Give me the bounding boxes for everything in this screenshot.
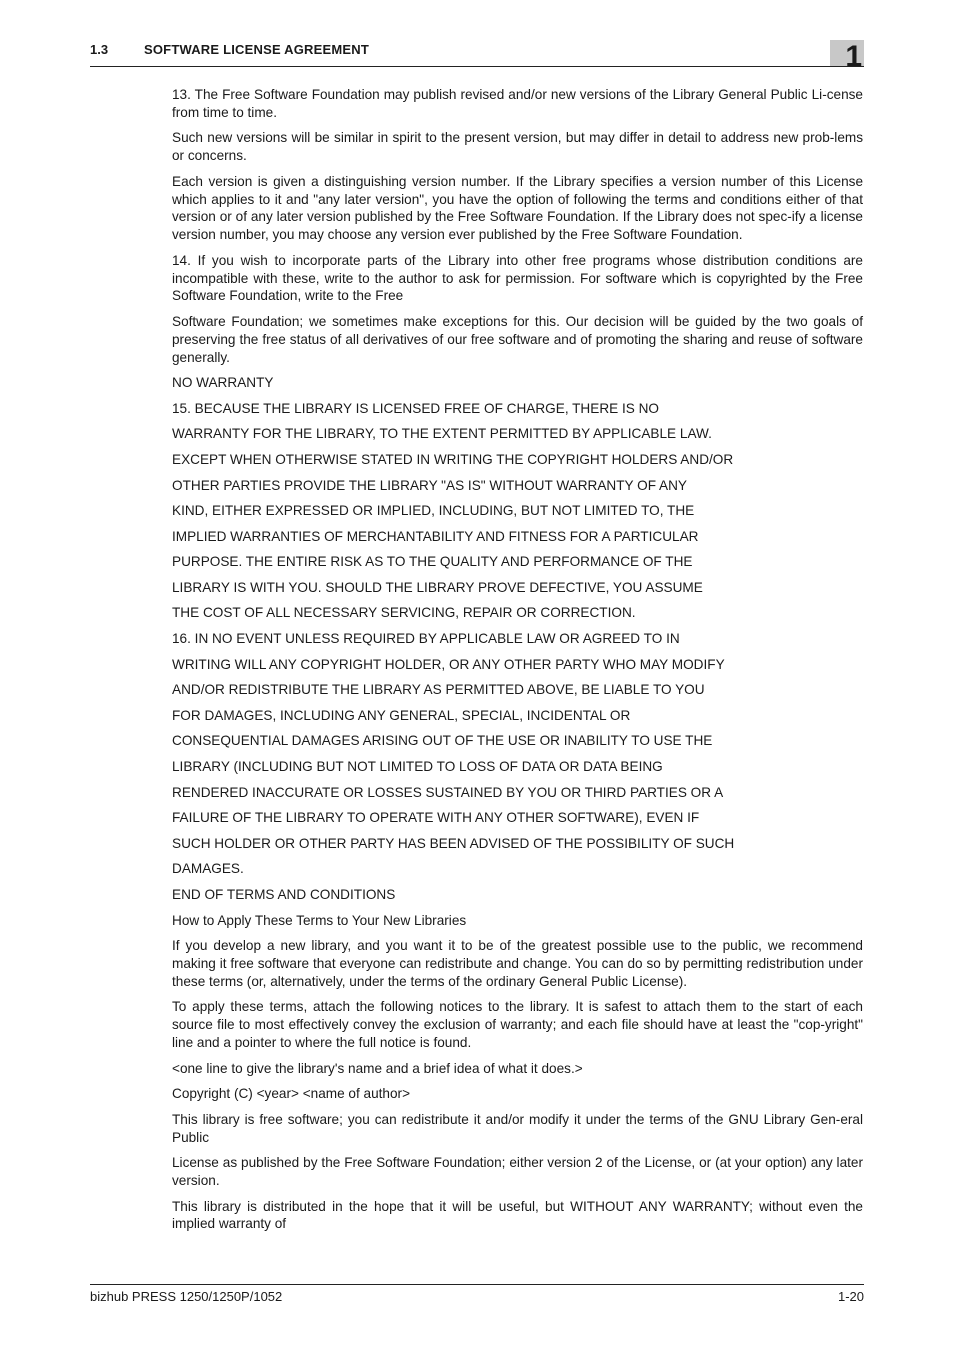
license-body (172, 86, 863, 1241)
paragraph: CONSEQUENTIAL DAMAGES ARISING OUT OF THE USE OR INABILITY TO USE THE (172, 733, 713, 749)
paragraph: RENDERED INACCURATE OR LOSSES SUSTAINED BY YOU OR THIRD PARTIES OR A (172, 784, 724, 800)
paragraph: END OF TERMS AND CONDITIONS (172, 887, 396, 903)
paragraph: This library is free software; you can redistribute it and/or modify it under the terms of the GNU Library Gen-eral Public (172, 1111, 863, 1145)
chapter-number-tab: 1 (830, 40, 864, 66)
paragraph: IMPLIED WARRANTIES OF MERCHANTABILITY AND FITNESS FOR A PARTICULAR (172, 528, 699, 544)
paragraph: 13. The Free Software Foundation may publish revised and/or new versions of the Library General Public Li-cense from time to time. (172, 87, 863, 120)
paragraph: 14. If you wish to incorporate parts of the Library into other free programs whose distribution conditions are incompatible with these, write to the author to ask for permission. For software which is copyrighted by the Free Software Foundation, write to the Free (172, 252, 863, 304)
paragraph: LIBRARY (INCLUDING BUT NOT LIMITED TO LOSS OF DATA OR DATA BEING (172, 759, 663, 775)
paragraph: SUCH HOLDER OR OTHER PARTY HAS BEEN ADVISED OF THE POSSIBILITY OF SUCH (172, 835, 735, 851)
paragraph: WRITING WILL ANY COPYRIGHT HOLDER, OR ANY OTHER PARTY WHO MAY MODIFY (172, 656, 725, 672)
paragraph: LIBRARY IS WITH YOU. SHOULD THE LIBRARY PROVE DEFECTIVE, YOU ASSUME (172, 579, 703, 595)
paragraph: DAMAGES. (172, 861, 244, 877)
section-title: SOFTWARE LICENSE AGREEMENT (144, 42, 370, 57)
paragraph: KIND, EITHER EXPRESSED OR IMPLIED, INCLUDING, BUT NOT LIMITED TO, THE (172, 503, 695, 519)
paragraph: PURPOSE. THE ENTIRE RISK AS TO THE QUALITY AND PERFORMANCE OF THE (172, 554, 693, 570)
paragraph: 15. BECAUSE THE LIBRARY IS LICENSED FREE OF CHARGE, THERE IS NO (172, 400, 659, 416)
paragraph: 16. IN NO EVENT UNLESS REQUIRED BY APPLICABLE LAW OR AGREED TO IN (172, 631, 680, 647)
paragraph: THE COST OF ALL NECESSARY SERVICING, REPAIR OR CORRECTION. (172, 605, 636, 621)
paragraph: EXCEPT WHEN OTHERWISE STATED IN WRITING THE COPYRIGHT HOLDERS AND/OR (172, 451, 734, 467)
paragraph: NO WARRANTY (172, 375, 274, 391)
product-name: bizhub PRESS 1250/1250P/1052 (90, 1289, 283, 1304)
paragraph: Software Foundation; we sometimes make exceptions for this. Our decision will be guided by the two goals of preserving the free status of all derivatives of our free software and of promoting the sharing and reuse of software generally. (172, 313, 863, 365)
paragraph: If you develop a new library, and you want it to be of the greatest possible use to the public, we recommend making it free software that everyone can redistribute and change. You can do so by permitting redistribution under these terms (or, alternatively, under the terms of the ordinary General Public License). (172, 938, 863, 989)
paragraph: AND/OR REDISTRIBUTE THE LIBRARY AS PERMITTED ABOVE, BE LIABLE TO YOU (172, 682, 705, 698)
paragraph: How to Apply These Terms to Your New Libraries (172, 912, 467, 928)
paragraph: Copyright (C) <year> <name of author> (172, 1086, 411, 1102)
paragraph: <one line to give the library's name and a brief idea of what it does.> (172, 1060, 583, 1076)
paragraph: FAILURE OF THE LIBRARY TO OPERATE WITH ANY OTHER SOFTWARE), EVEN IF (172, 810, 700, 826)
paragraph: Such new versions will be similar in spirit to the present version, but may differ in detail to address new prob-lems or concerns. (172, 130, 863, 164)
paragraph: FOR DAMAGES, INCLUDING ANY GENERAL, SPECIAL, INCIDENTAL OR (172, 707, 631, 723)
page-footer (90, 1284, 864, 1309)
paragraph: Each version is given a distinguishing version number. If the Library specifies a version number of this License which applies to it and "any later version", you have the option of following the terms and conditions either of that version or of any later version published by the Free Software Foundation. If the Library does not spec-ify a license version number, you may choose any version ever published by the Free Software Foundation. (172, 173, 863, 243)
paragraph: WARRANTY FOR THE LIBRARY, TO THE EXTENT PERMITTED BY APPLICABLE LAW. (172, 426, 712, 442)
paragraph: License as published by the Free Software Foundation; either version 2 of the License, or (at your option) any later version. (172, 1155, 863, 1188)
section-number: 1.3 (90, 42, 109, 57)
paragraph: OTHER PARTIES PROVIDE THE LIBRARY "AS IS" WITHOUT WARRANTY OF ANY (172, 477, 687, 493)
page-number: 1-20 (837, 1289, 864, 1304)
paragraph: This library is distributed in the hope that it will be useful, but WITHOUT ANY WARRANTY; without even the implied warranty of (172, 1198, 863, 1232)
page-header (90, 40, 864, 73)
paragraph: To apply these terms, attach the following notices to the library. It is safest to attach them to the start of each source file to most effectively convey the exclusion of warranty; and each file should have at least the "cop-yright" line and a pointer to where the full notice is found. (172, 999, 863, 1050)
